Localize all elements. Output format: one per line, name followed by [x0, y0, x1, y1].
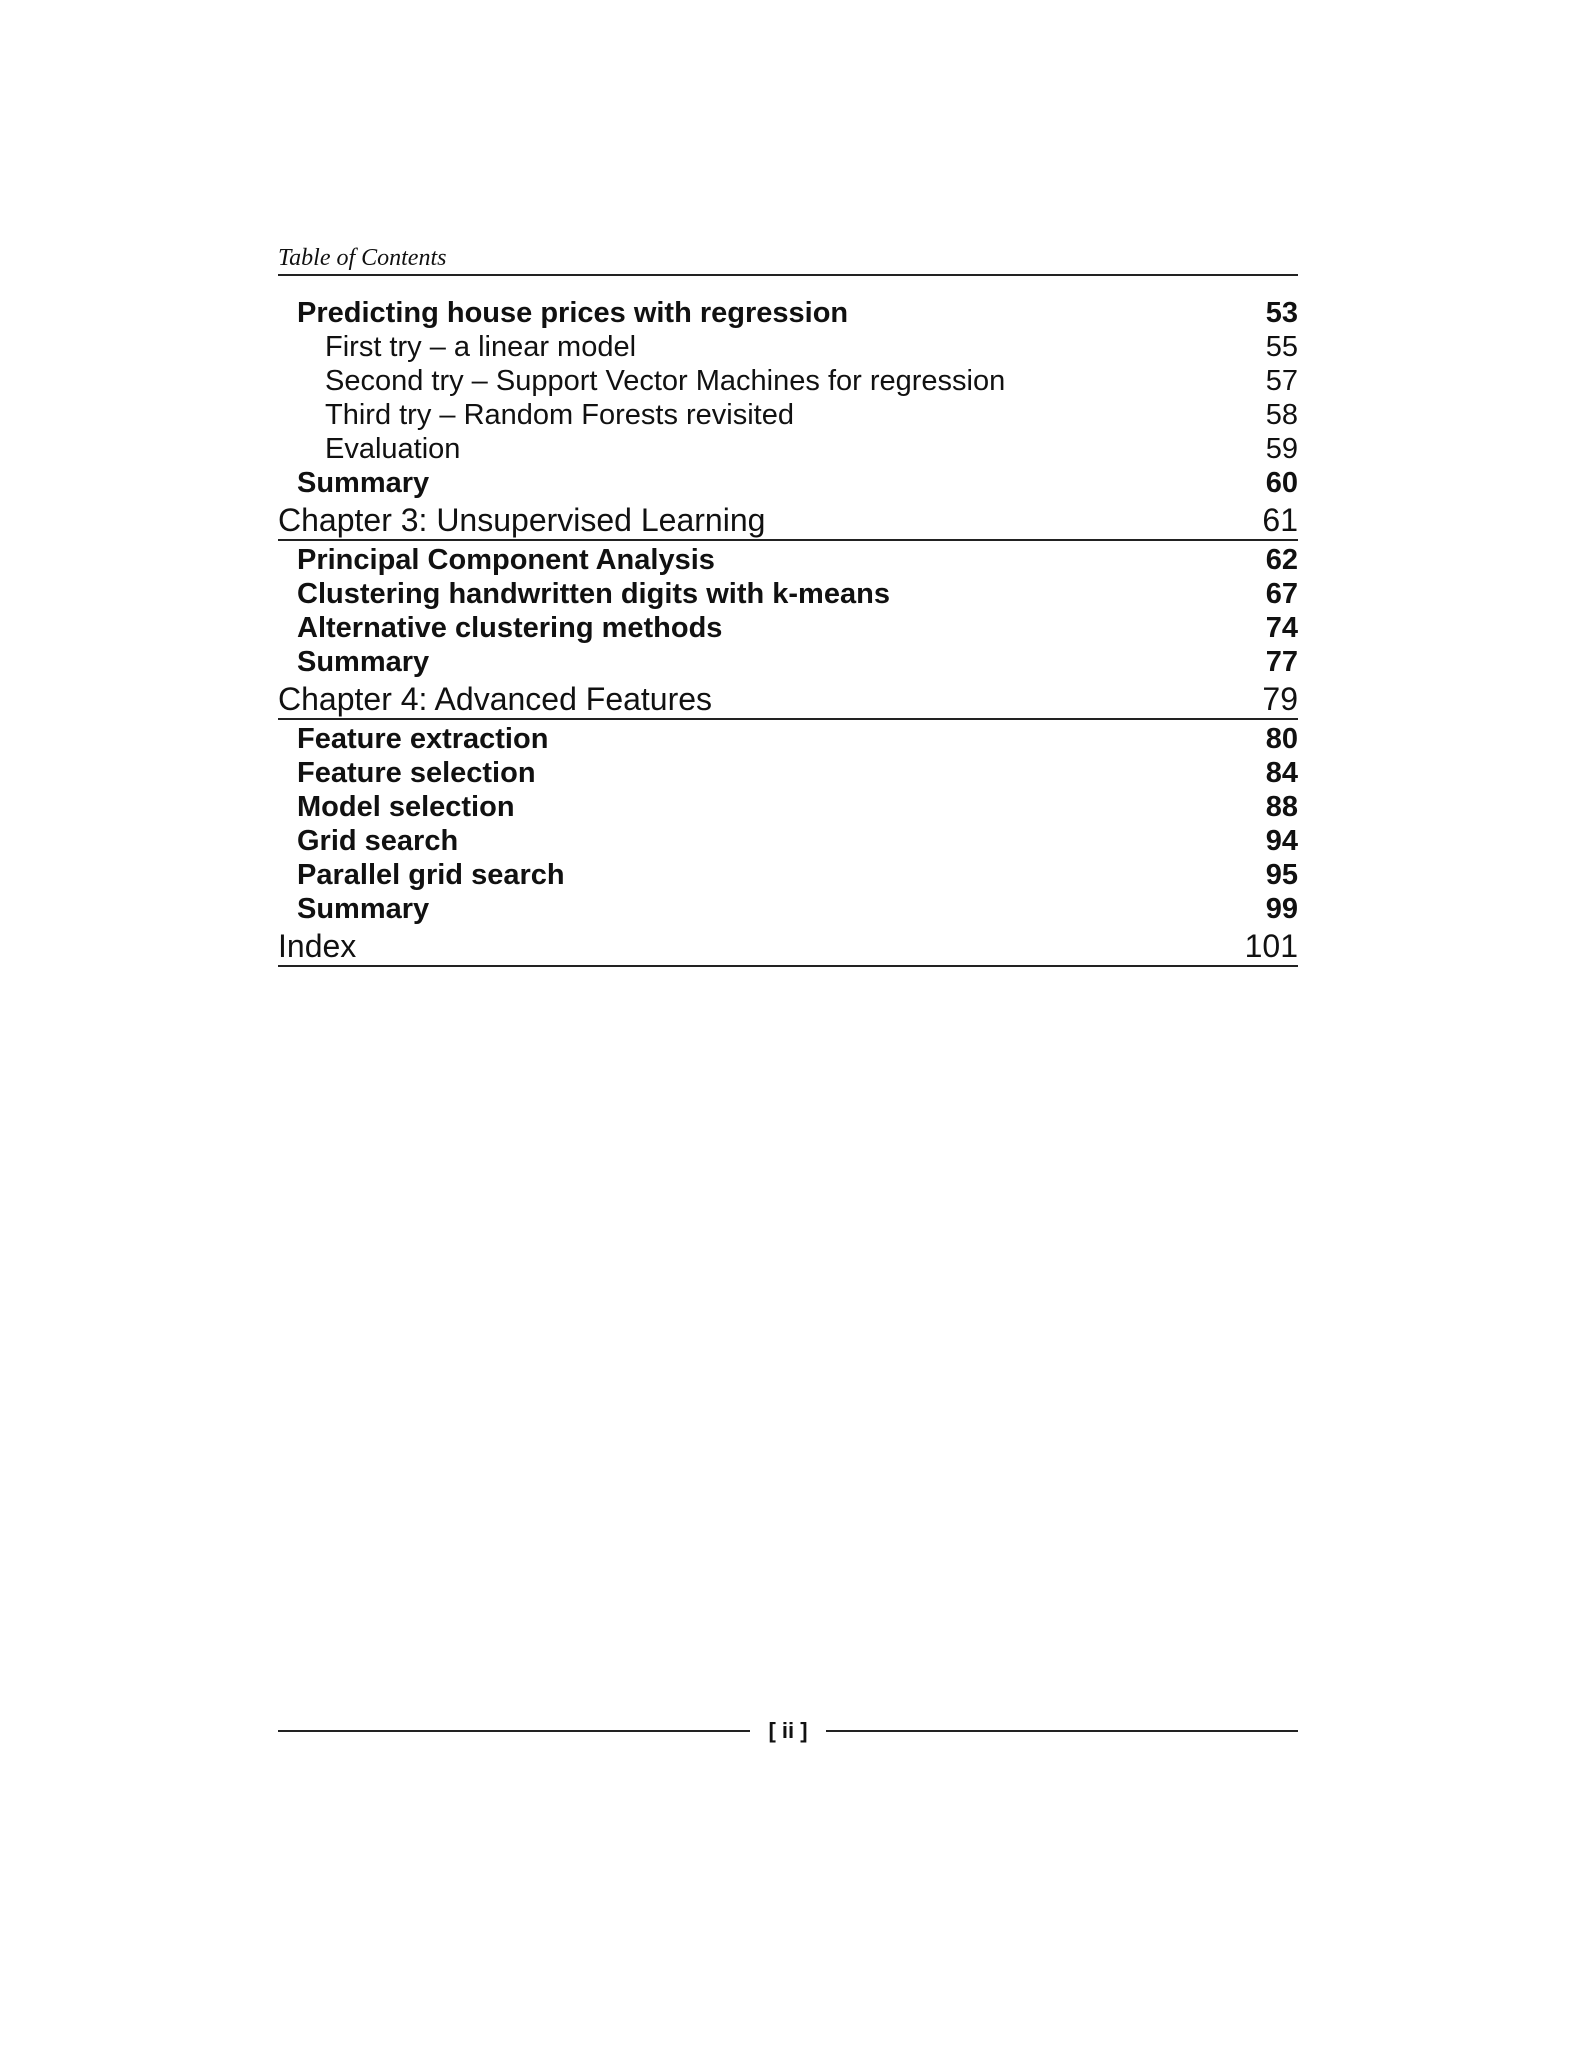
toc-entry-label: Model selection	[297, 791, 515, 823]
toc-entry-section[interactable]	[278, 645, 1298, 679]
toc-entry-section[interactable]	[278, 790, 1298, 824]
toc-entry-label: First try – a linear model	[325, 331, 637, 363]
toc-entry-label: Summary	[297, 467, 430, 499]
toc-entry-page: 88	[1265, 791, 1298, 823]
toc-chapter-label: Chapter 4: Advanced Features	[278, 681, 713, 717]
toc-entry-chapter[interactable]	[278, 502, 1298, 541]
toc-entry-label: Parallel grid search	[297, 859, 565, 891]
toc-entry-page: 60	[1265, 467, 1298, 499]
toc-entry-section[interactable]	[278, 577, 1298, 611]
toc-entry-label: Predicting house prices with regression	[297, 297, 849, 329]
toc-entry-subsection[interactable]	[278, 330, 1298, 364]
toc-chapter-label: Chapter 3: Unsupervised Learning	[278, 502, 766, 538]
toc-entry-page: 67	[1265, 578, 1298, 610]
toc-entry-chapter[interactable]	[278, 681, 1298, 720]
header-title: Table of Contents	[278, 245, 447, 271]
toc-entry-page: 62	[1265, 544, 1298, 576]
toc-entry-label: Second try – Support Vector Machines for regression	[325, 365, 1006, 397]
running-header	[278, 244, 1298, 276]
toc-chapter-page: 79	[1262, 681, 1298, 717]
toc-entry-page: 84	[1265, 757, 1298, 789]
toc-entry-label: Evaluation	[325, 433, 461, 465]
toc-entry-section[interactable]	[278, 892, 1298, 926]
toc-entry-section[interactable]	[278, 543, 1298, 577]
toc-entry-label: Feature extraction	[297, 723, 549, 755]
toc-chapter-page: 61	[1262, 502, 1298, 538]
toc-entry-page: 95	[1265, 859, 1298, 891]
toc-entry-section[interactable]	[278, 722, 1298, 756]
toc-entry-label: Feature selection	[297, 757, 536, 789]
footer-rule-right	[826, 1730, 1298, 1732]
toc-entry-section[interactable]	[278, 296, 1298, 330]
toc-entry-subsection[interactable]	[278, 432, 1298, 466]
toc-entry-label: Summary	[297, 893, 430, 925]
toc-entry-label: Summary	[297, 646, 430, 678]
toc-entry-label: Alternative clustering methods	[297, 612, 723, 644]
toc-entry-section[interactable]	[278, 756, 1298, 790]
toc-entry-page: 55	[1265, 331, 1298, 363]
toc-entry-label: Clustering handwritten digits with k-means	[297, 578, 890, 610]
toc-entry-subsection[interactable]	[278, 398, 1298, 432]
toc-entry-page: 74	[1265, 612, 1298, 644]
toc-entry-page: 99	[1265, 893, 1298, 925]
toc-entry-section[interactable]	[278, 824, 1298, 858]
toc-entry-page: 80	[1265, 723, 1298, 755]
toc-entry-page: 57	[1265, 365, 1298, 397]
toc-entry-page: 53	[1265, 297, 1298, 329]
toc-index-label: Index	[278, 928, 357, 964]
toc-entry-page: 59	[1265, 433, 1298, 465]
toc-entry-section[interactable]	[278, 858, 1298, 892]
footer-page-number: [ ii ]	[768, 1718, 808, 1743]
toc-entry-page: 94	[1265, 825, 1298, 857]
toc-entry-section[interactable]	[278, 611, 1298, 645]
toc-entry-section[interactable]	[278, 466, 1298, 500]
toc-entry-label: Principal Component Analysis	[297, 544, 715, 576]
toc-entry-subsection[interactable]	[278, 364, 1298, 398]
toc-entry-page: 77	[1265, 646, 1298, 678]
toc-entry-label: Third try – Random Forests revisited	[325, 399, 794, 431]
toc-entry-index[interactable]	[278, 928, 1298, 967]
toc-entry-page: 58	[1265, 399, 1298, 431]
toc-entry-label: Grid search	[297, 825, 459, 857]
toc-index-page: 101	[1244, 928, 1298, 964]
page-footer	[278, 1718, 1298, 1744]
table-of-contents	[278, 296, 1298, 967]
footer-rule-left	[278, 1730, 750, 1732]
